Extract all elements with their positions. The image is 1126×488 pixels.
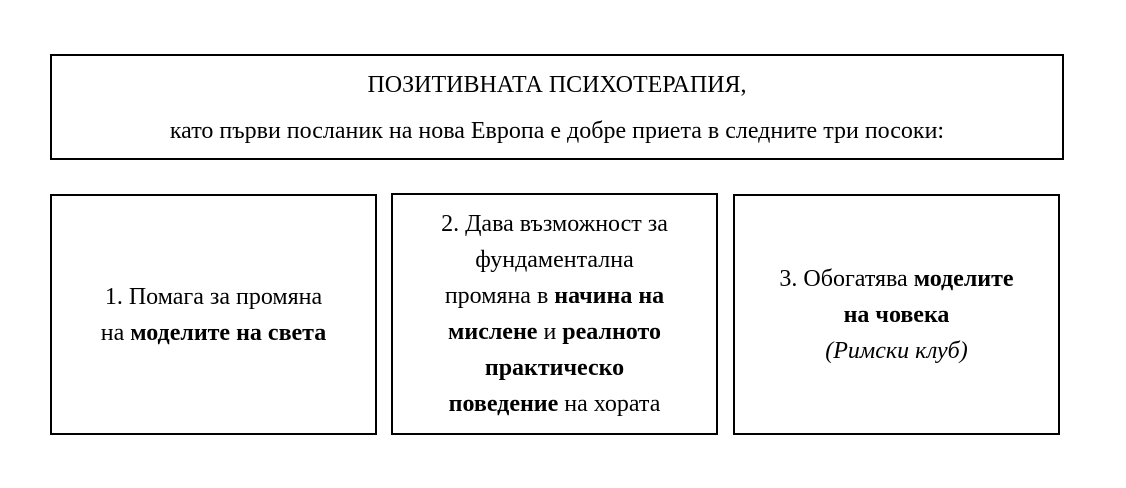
box-2-line-6-bold: поведение [448, 391, 559, 417]
box-3-line-1 [779, 261, 1013, 297]
box-2-line-5 [485, 350, 624, 386]
box-3-line-1-bold: моделите [913, 265, 1014, 292]
box-2-line-3-bold: начина на [554, 283, 665, 309]
box-3-line-1-prefix: 3. Обогатява [779, 265, 914, 292]
box-2-line-5-bold: практическо [484, 355, 625, 381]
header-subtitle: като първи посланик на нова Европа е добре приета в следните три посоки: [169, 118, 945, 144]
box-1-line-2-prefix: на [100, 319, 131, 346]
box-2-line-2: фундаментална [475, 247, 634, 273]
box-2-line-1: 2. Дава възможност за [441, 211, 668, 237]
direction-box-1 [50, 194, 377, 435]
box-3-line-3 [825, 333, 967, 369]
box-1-line-1: 1. Помага за промяна [104, 283, 323, 310]
header-title: ПОЗИТИВНАТА ПСИХОТЕРАПИЯ, [367, 72, 747, 98]
box-1-line-2-bold: моделите на света [130, 319, 327, 346]
direction-box-2 [391, 193, 718, 435]
direction-box-3 [733, 194, 1060, 435]
box-2-line-4-mid: и [537, 319, 563, 345]
box-2-line-3 [445, 278, 664, 314]
box-2-line-4-bold-2: реалното [562, 319, 661, 345]
box-2-line-3-prefix: промяна в [444, 283, 555, 309]
box-2-line-4 [448, 314, 661, 350]
box-3-line-2 [844, 297, 950, 333]
box-2-line-4-bold-1: мислене [448, 319, 538, 345]
box-2-line-6-suffix: на хората [558, 391, 661, 417]
box-2-line-6 [449, 386, 661, 422]
box-3-line-3-italic: (Римски клуб) [825, 337, 968, 364]
box-1-line-2 [101, 315, 327, 351]
header-box [50, 54, 1064, 160]
box-3-line-2-bold: на човека [843, 301, 950, 328]
